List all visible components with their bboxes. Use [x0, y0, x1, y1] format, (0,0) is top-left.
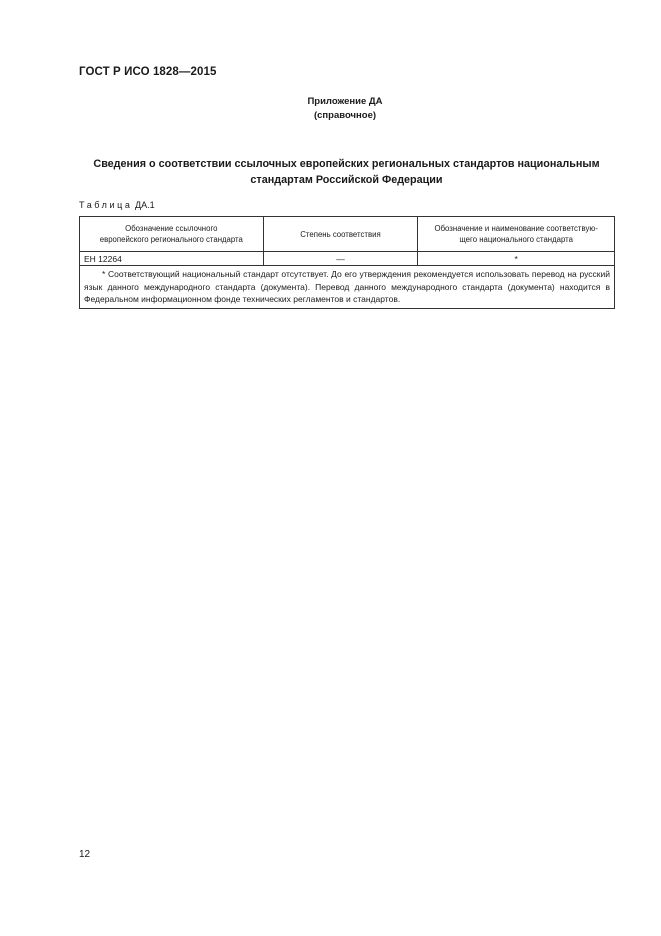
cell-designation: ЕН 12264	[80, 252, 264, 266]
table-caption-number: ДА.1	[135, 200, 155, 210]
table-header-row	[80, 217, 615, 252]
table-caption-prefix: Таблица	[79, 200, 133, 210]
section-title	[79, 156, 614, 188]
page-number: 12	[79, 849, 91, 860]
cell-national: *	[418, 252, 615, 266]
column-header-national-line2: щего национального стандарта	[459, 235, 573, 244]
column-header-national-line1: Обозначение и наименование соответствую-	[434, 224, 598, 233]
appendix-subtitle: (справочное)	[313, 110, 377, 121]
column-header-designation	[80, 217, 264, 252]
table-footnote: * Соответствующий национальный стандарт отсутствует. До его утверждения рекомендуется использовать перевод на русский язык данного международного стандарта (документа). Перевод данного международного стандарта (документа) находится в Федеральном информационном фонде технических регламентов и стандартов.	[80, 266, 615, 309]
cell-degree: —	[263, 252, 418, 266]
column-header-degree: Степень соответствия	[263, 217, 418, 252]
column-header-designation-line2: европейского регионального стандарта	[99, 235, 243, 244]
section-title-line2: стандартам Российской Федерации	[250, 174, 443, 186]
standard-code-header: ГОСТ Р ИСО 1828—2015	[79, 66, 217, 78]
section-title-line1: Сведения о соответствии ссылочных европейских региональных стандартов национальным	[93, 158, 600, 170]
standards-correspondence-table	[79, 216, 615, 309]
table-footnote-row	[80, 266, 615, 309]
column-header-designation-line1: Обозначение ссылочного	[125, 224, 218, 233]
table-row	[80, 252, 615, 266]
table-caption	[79, 200, 155, 210]
column-header-national	[418, 217, 615, 252]
appendix-heading	[0, 95, 661, 123]
appendix-title: Приложение ДА	[307, 96, 383, 107]
